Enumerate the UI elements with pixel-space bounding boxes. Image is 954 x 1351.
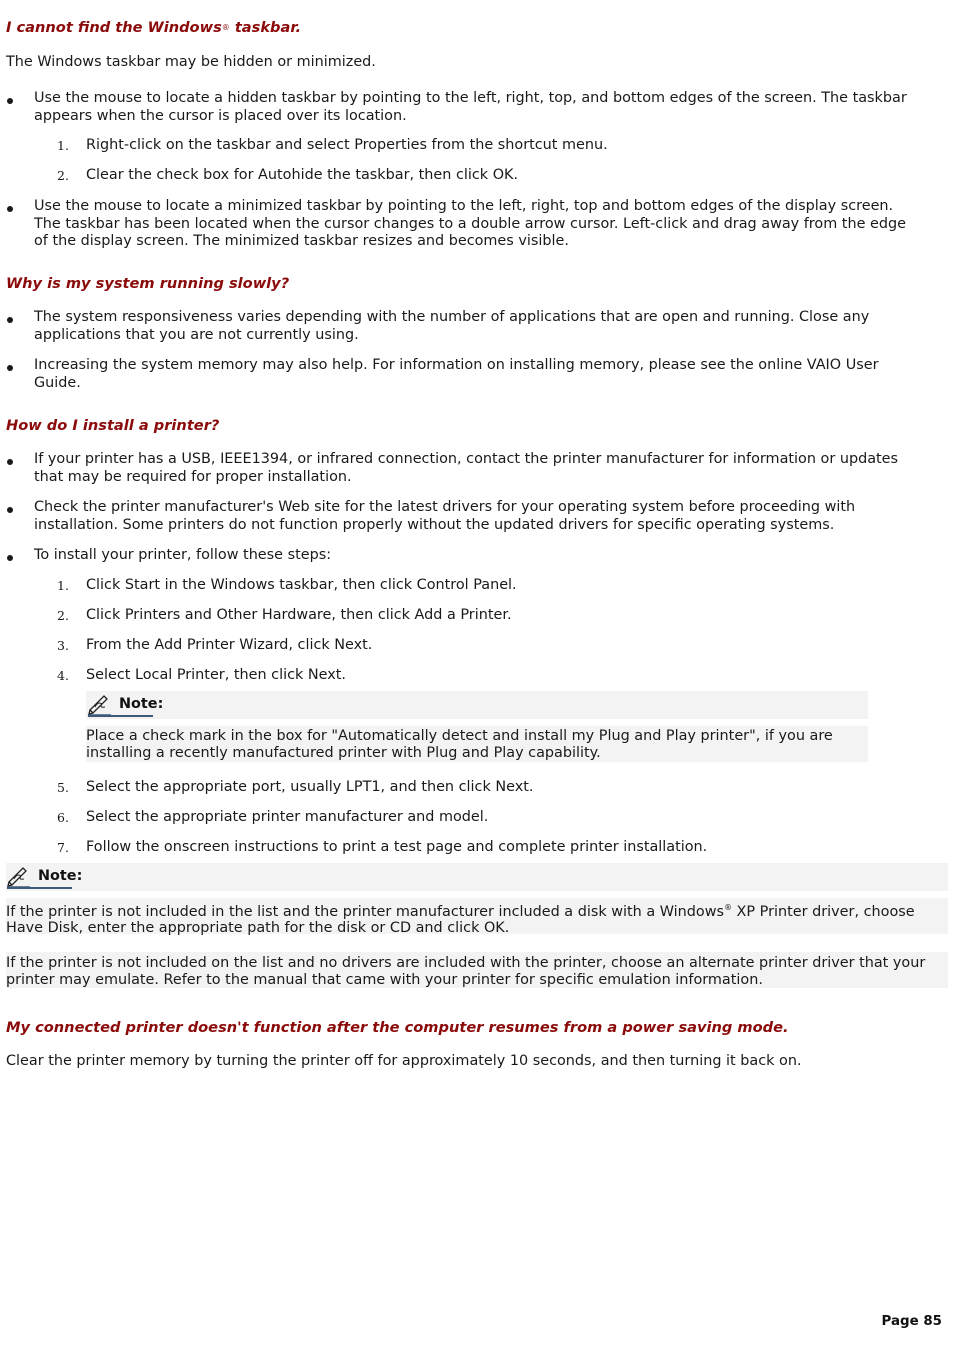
step-number: 6. xyxy=(57,810,69,825)
slow-bullet-2: Increasing the system memory may also help. For information on installing memory, please see the online VAIO User Guide. xyxy=(34,357,879,391)
outer-note-header xyxy=(6,863,948,891)
step-number: 2. xyxy=(57,168,69,183)
step-number: 4. xyxy=(57,668,69,683)
bullet-icon xyxy=(7,317,13,323)
printer-step-2: Click Printers and Other Hardware, then click Add a Printer. xyxy=(86,607,512,623)
bullet-icon xyxy=(7,555,13,561)
printer-step-4: Select Local Printer, then click Next. xyxy=(86,667,347,683)
printer-step-6: Select the appropriate printer manufacturer and model. xyxy=(86,809,489,825)
heading-printer-resume: My connected printer doesn't function after the computer resumes from a power saving mode. xyxy=(6,1019,789,1036)
bullet-icon xyxy=(7,206,13,212)
taskbar-intro: The Windows taskbar may be hidden or minimized. xyxy=(6,54,376,70)
printer-step-1: Click Start in the Windows taskbar, then click Control Panel. xyxy=(86,577,517,593)
bullet-icon xyxy=(7,98,13,104)
taskbar-bullet-1: Use the mouse to locate a hidden taskbar by pointing to the left, right, top, and bottom edges of the screen. The taskbar appears when the cursor is placed over its location. xyxy=(34,90,907,124)
inner-note-text: Place a check mark in the box for "Automatically detect and install my Plug and Play printer", if you are installing a recently manufactured printer with Plug and Play capability. xyxy=(86,728,833,761)
heading-install-printer: How do I install a printer? xyxy=(6,417,220,434)
step-number: 7. xyxy=(57,840,69,855)
heading-system-slow: Why is my system running slowly? xyxy=(6,275,290,292)
printer-bullet-1: If your printer has a USB, IEEE1394, or infrared connection, contact the printer manufacturer for information or updates that may be required for proper installation. xyxy=(34,451,899,485)
outer-note-label: Note: xyxy=(38,868,83,884)
step-number: 3. xyxy=(57,638,69,653)
bullet-icon xyxy=(7,459,13,465)
taskbar-bullet-2: Use the mouse to locate a minimized taskbar by pointing to the left, right, top and bottom edges of the display screen. The taskbar has been located when the cursor changes to a double arrow cursor. Left-click and drag away from the edge of the display screen. The minimized taskbar resizes and becomes visible. xyxy=(34,198,906,249)
taskbar-step-2: Clear the check box for Autohide the taskbar, then click OK. xyxy=(86,167,519,183)
bullet-icon xyxy=(7,365,13,371)
page-number: Page 85 xyxy=(881,1314,942,1329)
inner-note-label: Note: xyxy=(119,696,164,712)
printer-step-3: From the Add Printer Wizard, click Next. xyxy=(86,637,373,653)
slow-bullet-1: The system responsiveness varies depending with the number of applications that are open and running. Close any applications that you are not currently using. xyxy=(34,309,870,343)
step-number: 1. xyxy=(57,578,69,593)
taskbar-step-1: Right-click on the taskbar and select Properties from the shortcut menu. xyxy=(86,137,608,153)
step-number: 1. xyxy=(57,138,69,153)
heading-taskbar: I cannot find the Windows® taskbar. xyxy=(6,19,302,36)
note-underline xyxy=(7,887,72,889)
outer-note-p1: If the printer is not included in the list and the printer manufacturer included a disk with a Windows® XP Printer driver, choose Have Disk, enter the appropriate path for the disk or CD and click OK. xyxy=(6,903,915,937)
printer-resume-body: Clear the printer memory by turning the printer off for approximately 10 seconds, and then turning it back on. xyxy=(6,1053,802,1069)
printer-bullet-2: Check the printer manufacturer's Web site for the latest drivers for your operating system before proceeding with installation. Some printers do not function properly without the updated drivers for specific operating systems. xyxy=(34,499,856,533)
printer-step-7: Follow the onscreen instructions to print a test page and complete printer installation. xyxy=(86,839,708,855)
step-number: 2. xyxy=(57,608,69,623)
step-number: 5. xyxy=(57,780,69,795)
inner-note-header xyxy=(86,691,868,719)
printer-step-5: Select the appropriate port, usually LPT1, and then click Next. xyxy=(86,779,534,795)
bullet-icon xyxy=(7,507,13,513)
outer-note-p2: If the printer is not included on the list and no drivers are included with the printer, choose an alternate printer driver that your printer may emulate. Refer to the manual that came with your printer for specific emulation information. xyxy=(6,955,926,988)
printer-bullet-3: To install your printer, follow these steps: xyxy=(34,547,332,563)
note-underline xyxy=(88,715,153,717)
